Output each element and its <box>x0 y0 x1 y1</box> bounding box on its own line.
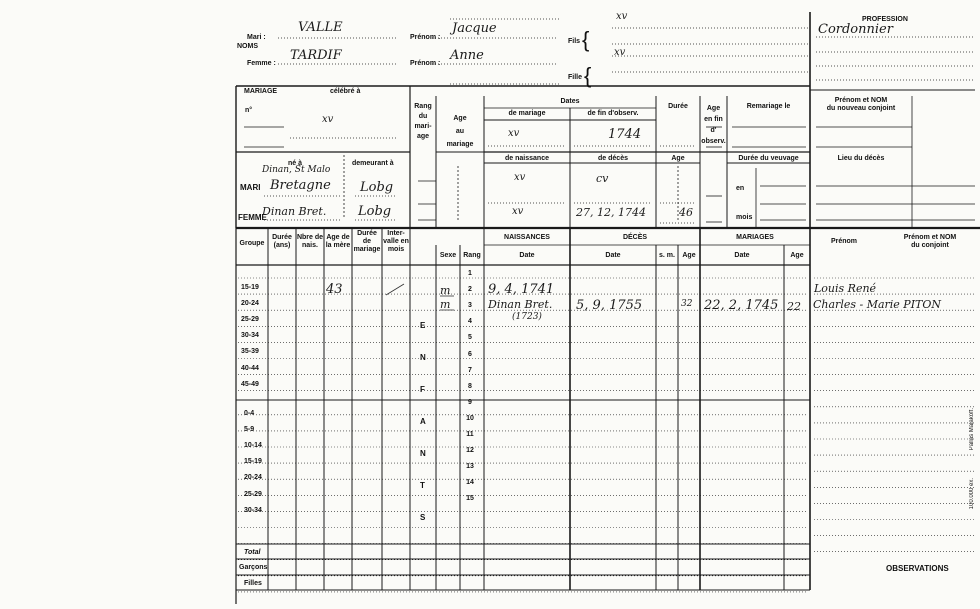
rang-number: 3 <box>468 302 472 310</box>
label-deces-date: Date <box>605 252 621 259</box>
label-intervalle-en-mois: Inter- valle en mois <box>383 230 409 253</box>
label-dates: Dates <box>560 98 580 105</box>
profession-value: Cordonnier <box>818 22 893 37</box>
femme-naissance-mark: xv <box>512 206 524 217</box>
rang-number: 14 <box>466 479 474 487</box>
label-duree-du-veuvage: Durée du veuvage <box>738 155 799 162</box>
rang-number: 2 <box>468 286 472 294</box>
femme-nom: TARDIF <box>290 48 342 63</box>
label-age-au-mariage: Age au mariage <box>446 115 474 148</box>
mari-prenom: Jacque <box>452 21 497 36</box>
label-prenom-nom-nouveau-conjoint: Prénom et NOM du nouveau conjoint <box>826 97 896 112</box>
enfants-letter-f: F <box>420 385 425 394</box>
label-deces-caps: DÉCÈS <box>622 234 648 241</box>
label-rang: Rang <box>463 252 481 259</box>
label-sexe: Sexe <box>439 252 457 259</box>
rang-number: 4 <box>468 318 472 326</box>
child2-sexe: m <box>440 298 451 311</box>
mari-demeurant: Lobg <box>360 180 394 195</box>
rang-number: 15 <box>466 495 474 503</box>
child2-prenom-conjoint: Charles - Marie PITON <box>813 298 942 311</box>
groupe-label-lower: 25-29 <box>244 490 262 498</box>
label-mariages-age: Age <box>790 252 804 259</box>
rang-number: 8 <box>468 382 472 390</box>
label-deces-age: Age <box>682 252 696 259</box>
enfants-letter-e: E <box>420 321 426 330</box>
child2-naissance: Dinan Bret. <box>488 298 553 311</box>
groupe-label-lower: 15-19 <box>244 458 262 466</box>
label-naissances-date: Date <box>519 252 535 259</box>
label-profession: PROFESSION <box>862 16 908 23</box>
label-femme: Femme : <box>247 60 276 67</box>
label-duree-ans: Durée (ans) <box>272 234 292 249</box>
mari-nom: VALLE <box>298 20 343 35</box>
rang-number: 1 <box>468 270 472 277</box>
child1-naissance: 9, 4, 1741 <box>488 282 555 297</box>
label-observations: OBSERVATIONS <box>886 564 949 573</box>
groupe-label-upper: 30-34 <box>241 332 259 340</box>
label-nbre-de-nais: Nbre de nais. <box>296 234 324 249</box>
label-total: Total <box>244 549 261 556</box>
enfants-letter-a: A <box>420 417 426 426</box>
label-noms: NOMS <box>237 43 258 50</box>
label-age-fin-observ: Age en fin d' observ. <box>701 105 726 145</box>
child2-naissance-year: (1723) <box>512 312 542 322</box>
child1-sexe: m <box>440 284 451 297</box>
child2-mariage-age: 22 <box>787 300 801 313</box>
groupe-label-upper: 45-49 <box>241 380 259 388</box>
groupe-label-upper: 40-44 <box>241 364 259 372</box>
label-prenom-nom-du-conjoint: Prénom et NOM du conjoint <box>903 234 957 249</box>
label-de-naissance: de naissance <box>505 155 549 162</box>
side-margin-print-2: Pallas Malakoff. <box>969 408 975 451</box>
rang-number: 10 <box>466 414 474 422</box>
label-garcons: Garçons <box>239 564 268 571</box>
label-de-deces: de décès <box>598 155 628 162</box>
femme-deces-date: 27, 12, 1744 <box>576 206 646 219</box>
label-mois: mois <box>736 214 753 221</box>
label-sm: s. m. <box>659 252 675 259</box>
label-groupe: Groupe <box>239 240 265 247</box>
rang-number: 9 <box>468 398 472 406</box>
femme-prenom: Anne <box>450 48 484 63</box>
label-lieu-du-deces: Lieu du décès <box>837 155 885 162</box>
child2-deces: 5, 9, 1755 <box>576 298 643 313</box>
femme-demeurant: Lobg <box>358 204 392 219</box>
groupe-label-upper: 15-19 <box>241 284 259 291</box>
fils-mark: xv <box>616 11 628 22</box>
side-margin-print-1: 100.000 ex. <box>969 478 975 510</box>
groupe-label-lower: 10-14 <box>244 442 262 450</box>
label-naissances: NAISSANCES <box>504 234 550 241</box>
groupe-label-lower: 20-24 <box>244 474 262 482</box>
femme-ne-a: Dinan Bret. <box>262 205 327 218</box>
label-de-mariage: de mariage <box>508 110 546 117</box>
child1-prenom: Louis René <box>814 282 877 295</box>
label-prenom-mari: Prénom : <box>410 34 441 41</box>
rang-number: 13 <box>466 463 474 471</box>
label-femme-caps: FEMME <box>238 213 267 222</box>
label-en: en <box>736 185 745 192</box>
femme-age-deces: 46 <box>679 206 693 219</box>
label-fils: Fils { <box>568 27 590 52</box>
rang-number: 11 <box>466 431 474 438</box>
mari-ne-a-2: Bretagne <box>270 178 331 193</box>
mariage-no-mark: xv <box>322 114 334 125</box>
label-de-fin-observ: de fin d'observ. <box>587 110 639 117</box>
mari-ne-a-1: Dinan, St Malo <box>262 165 331 175</box>
groupe-label-lower: 0-4 <box>244 410 255 417</box>
enfants-letter-n2: N <box>420 449 426 458</box>
enfants-letter-n: N <box>420 353 426 362</box>
label-celebre-a: célébré à <box>330 88 361 95</box>
groupe-label-lower: 5-9 <box>244 426 255 434</box>
label-no: n° <box>245 107 253 114</box>
label-rang-du-mariage: Rang du mari- age <box>414 103 432 140</box>
fille-mark: xv <box>614 47 626 58</box>
groupe-label-upper: 35-39 <box>241 348 259 356</box>
label-ne-a: né à <box>288 160 303 167</box>
groupe-label-lower: 30-34 <box>244 506 262 514</box>
label-remariage-le: Remariage le <box>746 103 791 110</box>
rang-number: 6 <box>468 350 472 358</box>
label-mariages-date: Date <box>734 252 750 259</box>
label-fille: Fille { <box>568 63 592 88</box>
label-prenom-enfant: Prénom <box>830 238 858 245</box>
label-mariage: MARIAGE <box>244 88 278 95</box>
age-mere-value: 43 <box>326 282 343 297</box>
label-mariages-caps: MARIAGES <box>736 234 774 241</box>
child2-mariage: 22, 2, 1745 <box>704 298 779 313</box>
label-prenom-femme: Prénom : <box>410 60 441 67</box>
rang-number: 5 <box>468 334 472 342</box>
enfants-letter-s: S <box>420 513 426 522</box>
rang-number: 7 <box>468 366 472 374</box>
groupe-label-upper: 20-24 <box>241 300 259 308</box>
label-age-deces: Age <box>671 155 685 162</box>
date-fin-observ: 1744 <box>608 127 642 142</box>
intervalle-stroke <box>386 284 404 295</box>
child2-deces-age: 32 <box>681 299 693 309</box>
label-demeurant-a: demeurant à <box>352 160 394 167</box>
label-age-de-la-mere: Age de la mère <box>325 234 351 249</box>
label-mari-caps: MARI <box>240 183 261 192</box>
rang-number: 12 <box>466 447 474 455</box>
label-mari: Mari : <box>247 34 266 41</box>
label-filles: Filles <box>244 580 262 587</box>
label-duree-de-mariage: Durée de mariage <box>353 230 381 253</box>
groupe-label-upper: 25-29 <box>241 316 259 324</box>
mari-deces-mark: cv <box>596 172 609 185</box>
enfants-letter-t: T <box>420 481 425 490</box>
label-duree-top: Durée <box>668 103 688 110</box>
mari-naissance-mark: xv <box>514 172 526 183</box>
date-mariage-mark: xv <box>508 128 520 139</box>
